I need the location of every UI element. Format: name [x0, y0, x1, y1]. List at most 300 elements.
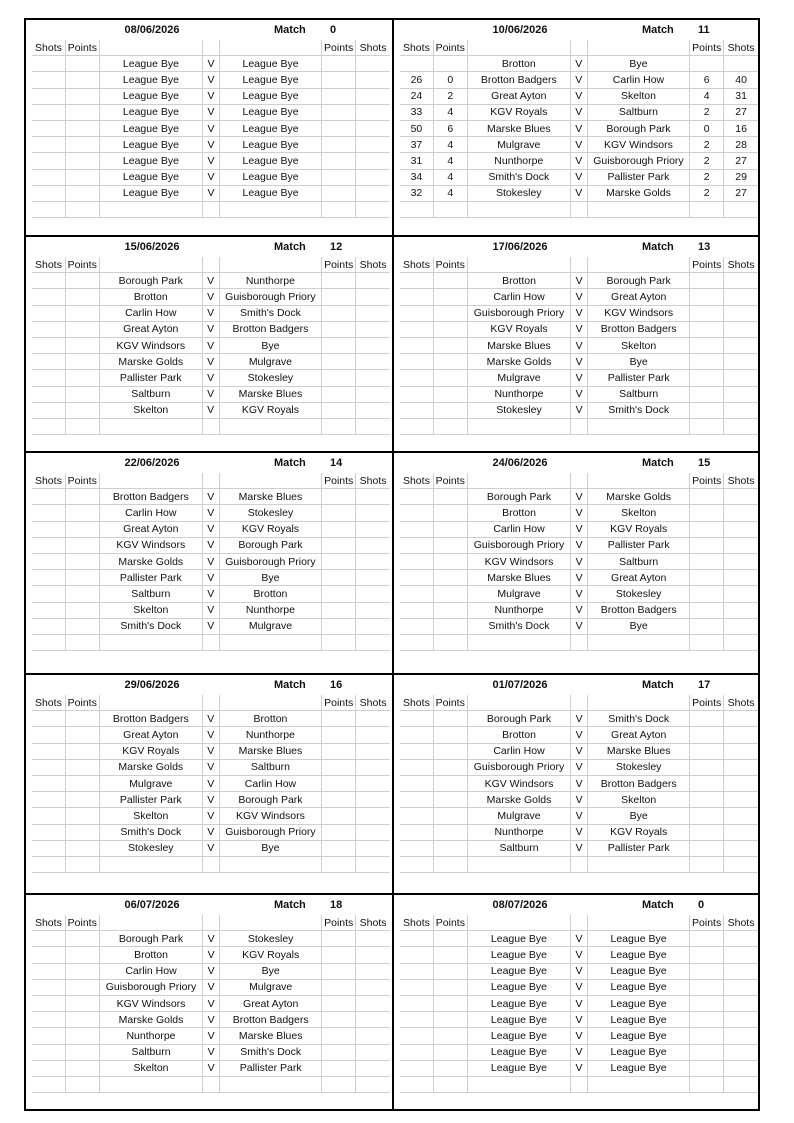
empty-cell: [690, 201, 724, 217]
fixture-panel: [394, 237, 758, 453]
column-header-row: [32, 40, 390, 56]
away-points: [690, 618, 724, 634]
match-date: 17/06/2026: [492, 241, 548, 253]
away-points-header: Points: [322, 473, 356, 489]
home-shots: [32, 602, 65, 618]
empty-cell: [356, 418, 390, 434]
away-shots: [356, 808, 390, 824]
empty-cell: [433, 418, 467, 434]
away-points: [322, 137, 356, 153]
away-points-header: Points: [322, 695, 356, 711]
away-shots: [356, 586, 390, 602]
home-shots: [400, 743, 433, 759]
away-shots: [356, 824, 390, 840]
away-team: KGV Windsors: [219, 808, 322, 824]
versus: V: [203, 169, 220, 185]
away-team: Pallister Park: [588, 537, 690, 553]
home-team-header: [467, 40, 570, 56]
away-points: 2: [690, 185, 724, 201]
home-shots: [400, 979, 433, 995]
home-shots: [400, 1028, 433, 1044]
away-team: Marske Blues: [219, 743, 322, 759]
away-shots: [356, 402, 390, 418]
match-label: Match: [274, 679, 306, 691]
home-team: Carlin How: [99, 963, 203, 979]
away-shots: [356, 354, 390, 370]
home-points: [65, 727, 99, 743]
away-points: [322, 808, 356, 824]
versus: V: [202, 537, 219, 553]
empty-cell: [690, 418, 724, 434]
away-shots: 27: [724, 185, 758, 201]
away-points: [322, 824, 356, 840]
away-points: [322, 570, 356, 586]
home-shots-header: Shots: [32, 915, 65, 931]
away-shots-header: Shots: [724, 257, 758, 273]
home-points: [433, 521, 467, 537]
away-points: [690, 947, 724, 963]
empty-cell: [588, 418, 690, 434]
fixture-row: [400, 537, 758, 553]
home-points: [65, 354, 99, 370]
versus: V: [202, 489, 219, 505]
home-team: Borough Park: [99, 931, 203, 947]
fixture-row: [400, 120, 758, 136]
home-points: [65, 570, 99, 586]
home-points: [65, 153, 99, 169]
away-points: [322, 602, 356, 618]
fixture-row: [400, 840, 758, 856]
fixture-row: [400, 963, 758, 979]
fixture-panel: [394, 675, 758, 891]
away-team: League Bye: [587, 979, 689, 995]
home-team: Pallister Park: [99, 570, 202, 586]
versus: V: [571, 792, 588, 808]
match-number: 0: [698, 899, 705, 911]
home-team: Brotton Badgers: [99, 489, 202, 505]
match-label: Match: [274, 24, 306, 36]
home-team: Carlin How: [99, 305, 202, 321]
away-points: [690, 321, 724, 337]
away-points: [690, 808, 724, 824]
away-points: [322, 321, 356, 337]
home-team: Brotton: [99, 947, 203, 963]
home-shots-header: Shots: [400, 915, 433, 931]
versus: V: [571, 840, 588, 856]
versus: V: [571, 602, 588, 618]
empty-cell: [724, 1076, 758, 1092]
home-team: League Bye: [99, 120, 202, 136]
home-team: Brotton Badgers: [99, 711, 202, 727]
home-shots: [32, 931, 65, 947]
versus: V: [203, 1028, 220, 1044]
home-team: KGV Windsors: [467, 775, 571, 791]
home-points: [433, 1060, 467, 1076]
empty-cell: [219, 418, 322, 434]
panel-header: [394, 675, 758, 695]
home-points: [65, 402, 99, 418]
away-shots: [356, 337, 390, 353]
fixture-row: [400, 354, 758, 370]
away-shots: [356, 840, 390, 856]
versus: V: [571, 808, 588, 824]
away-team: League Bye: [587, 1012, 689, 1028]
fixture-row: [32, 947, 390, 963]
away-points: [690, 402, 724, 418]
home-shots: [32, 185, 65, 201]
home-team: Mulgrave: [99, 775, 202, 791]
away-team: Marske Golds: [588, 489, 690, 505]
away-points: [322, 505, 356, 521]
home-shots: [400, 808, 433, 824]
away-team-header: [588, 473, 690, 489]
home-points: [433, 553, 467, 569]
home-points: [433, 321, 467, 337]
versus: V: [203, 56, 220, 72]
versus: V: [202, 775, 219, 791]
away-shots: [356, 775, 390, 791]
versus: V: [203, 1060, 220, 1076]
home-team: Marske Golds: [467, 792, 571, 808]
home-points: [65, 370, 99, 386]
away-shots: [356, 370, 390, 386]
away-team: Mulgrave: [219, 354, 322, 370]
away-points: [690, 775, 724, 791]
home-points: [65, 1028, 99, 1044]
away-points: [690, 56, 724, 72]
home-shots: [32, 289, 65, 305]
home-shots: [32, 273, 65, 289]
home-points: [433, 586, 467, 602]
fixture-row: [32, 979, 390, 995]
versus: V: [571, 1028, 588, 1044]
home-points: [65, 840, 99, 856]
fixture-row: [400, 153, 758, 169]
away-team: Bye: [588, 354, 690, 370]
away-shots: 28: [724, 137, 758, 153]
home-points: [433, 505, 467, 521]
away-shots: [724, 1012, 758, 1028]
blank-row: [32, 1076, 390, 1092]
away-shots: [724, 840, 758, 856]
fixtures-table: [400, 257, 758, 435]
versus: V: [571, 402, 588, 418]
away-shots-header: Shots: [724, 695, 758, 711]
versus: V: [203, 120, 220, 136]
versus: V: [202, 289, 219, 305]
away-shots: [356, 743, 390, 759]
home-points: [433, 775, 467, 791]
empty-cell: [571, 1076, 588, 1092]
match-date: 01/07/2026: [492, 679, 548, 691]
home-team: Saltburn: [99, 1044, 203, 1060]
home-shots: [32, 618, 65, 634]
home-shots: [32, 104, 65, 120]
home-team-header: [99, 473, 202, 489]
home-team: Great Ayton: [99, 321, 202, 337]
away-shots-header: Shots: [724, 473, 758, 489]
away-team-header: [219, 40, 321, 56]
home-shots: [32, 72, 65, 88]
away-team-header: [587, 40, 690, 56]
home-points-header: Points: [433, 257, 467, 273]
home-points: [65, 1060, 99, 1076]
away-shots: [724, 727, 758, 743]
away-team: Stokesley: [219, 370, 322, 386]
versus: V: [570, 137, 587, 153]
match-date: 08/06/2026: [124, 24, 180, 36]
away-shots: [724, 402, 758, 418]
versus: V: [570, 120, 587, 136]
home-shots: [400, 711, 433, 727]
home-team: KGV Royals: [467, 321, 571, 337]
away-shots: [356, 185, 390, 201]
home-points: [433, 963, 467, 979]
versus: V: [571, 775, 588, 791]
away-shots: [724, 711, 758, 727]
fixture-row: [400, 505, 758, 521]
away-points: [690, 489, 724, 505]
versus: V: [202, 337, 219, 353]
fixture-row: [32, 618, 390, 634]
home-team: Skelton: [99, 402, 202, 418]
away-shots: [356, 727, 390, 743]
home-team: League Bye: [99, 153, 202, 169]
home-team-header: [99, 257, 202, 273]
away-team: Saltburn: [219, 759, 322, 775]
home-shots: [400, 553, 433, 569]
away-points-header: Points: [690, 695, 724, 711]
home-shots: [32, 1060, 65, 1076]
versus: V: [202, 602, 219, 618]
fixture-row: [400, 56, 758, 72]
away-shots: [724, 321, 758, 337]
match-date: 08/07/2026: [492, 899, 548, 911]
versus: V: [571, 618, 588, 634]
fixture-row: [32, 1060, 390, 1076]
home-shots: [32, 570, 65, 586]
home-points: [433, 56, 467, 72]
fixture-panel: [26, 453, 390, 669]
away-team: KGV Royals: [588, 521, 690, 537]
home-shots: [400, 489, 433, 505]
home-shots: [32, 337, 65, 353]
home-shots: [400, 521, 433, 537]
empty-cell: [219, 201, 321, 217]
fixture-sheet: [24, 18, 760, 1111]
home-points: [433, 618, 467, 634]
fixture-row: [32, 1044, 390, 1060]
versus: V: [202, 386, 219, 402]
away-team: Guisborough Priory: [219, 824, 322, 840]
home-shots-header: Shots: [400, 257, 433, 273]
home-shots: [32, 824, 65, 840]
blank-row: [32, 418, 390, 434]
fixture-row: [32, 88, 390, 104]
away-points: [690, 711, 724, 727]
home-shots: [32, 1012, 65, 1028]
home-shots: [400, 1012, 433, 1028]
away-shots: 29: [724, 169, 758, 185]
home-points: [433, 337, 467, 353]
away-team: Saltburn: [588, 386, 690, 402]
away-shots: [724, 537, 758, 553]
versus: V: [571, 337, 588, 353]
versus: V: [203, 979, 220, 995]
match-number: 15: [698, 457, 711, 469]
home-team: Marske Blues: [467, 337, 571, 353]
home-shots: [400, 56, 433, 72]
away-shots: [724, 489, 758, 505]
away-team: Stokesley: [588, 586, 690, 602]
away-shots: [356, 305, 390, 321]
column-header-row: [400, 257, 758, 273]
away-shots: [724, 979, 758, 995]
away-points: [690, 1012, 724, 1028]
away-points: [690, 759, 724, 775]
fixture-row: [32, 153, 390, 169]
home-team: Marske Blues: [467, 120, 570, 136]
away-points: 4: [690, 88, 724, 104]
match-date: 29/06/2026: [124, 679, 180, 691]
home-points: [65, 995, 99, 1011]
away-points: [322, 1044, 356, 1060]
away-shots: [356, 553, 390, 569]
versus: V: [203, 963, 220, 979]
home-shots: [400, 840, 433, 856]
versus: V: [202, 792, 219, 808]
home-team: League Bye: [467, 947, 570, 963]
away-points: [322, 56, 356, 72]
fixture-row: [400, 169, 758, 185]
fixture-row: [32, 824, 390, 840]
away-shots: [724, 386, 758, 402]
home-team: Skelton: [99, 808, 202, 824]
away-shots: [356, 72, 390, 88]
away-team: Smith's Dock: [588, 402, 690, 418]
away-team: KGV Royals: [588, 824, 690, 840]
home-shots: [32, 995, 65, 1011]
away-points: [322, 792, 356, 808]
versus: V: [203, 153, 220, 169]
away-shots: [724, 743, 758, 759]
match-number: 18: [330, 899, 343, 911]
home-team: League Bye: [467, 979, 570, 995]
away-team: Marske Blues: [219, 386, 322, 402]
away-points: 0: [690, 120, 724, 136]
away-team: Mulgrave: [220, 979, 322, 995]
away-shots: [356, 947, 390, 963]
empty-cell: [724, 634, 758, 650]
home-team: Skelton: [99, 1060, 203, 1076]
home-shots: [400, 759, 433, 775]
away-points: [322, 759, 356, 775]
home-shots: 26: [400, 72, 433, 88]
home-shots: [400, 289, 433, 305]
home-points: 4: [433, 169, 467, 185]
match-number: 17: [698, 679, 711, 691]
away-points: [322, 305, 356, 321]
home-team: Guisborough Priory: [467, 759, 571, 775]
away-points: [690, 1028, 724, 1044]
match-number: 14: [330, 457, 343, 469]
versus: V: [202, 586, 219, 602]
home-shots: [32, 354, 65, 370]
home-points: [65, 56, 99, 72]
home-points: [433, 792, 467, 808]
home-shots: [32, 537, 65, 553]
away-points: [322, 120, 356, 136]
home-points: [65, 602, 99, 618]
away-points: [322, 169, 356, 185]
versus-header: [203, 915, 220, 931]
fixture-row: [32, 553, 390, 569]
home-team: KGV Royals: [467, 104, 570, 120]
home-team: Pallister Park: [99, 370, 202, 386]
away-shots: [724, 586, 758, 602]
fixture-row: [32, 185, 390, 201]
home-shots: [400, 618, 433, 634]
away-shots: [356, 169, 390, 185]
away-team: Borough Park: [219, 792, 322, 808]
away-team: Brotton Badgers: [588, 602, 690, 618]
match-label: Match: [274, 457, 306, 469]
away-team: Bye: [219, 840, 322, 856]
versus-header: [203, 40, 220, 56]
home-points: [433, 354, 467, 370]
fixture-row: [400, 305, 758, 321]
away-points-header: Points: [322, 915, 356, 931]
home-shots: 33: [400, 104, 433, 120]
empty-cell: [99, 201, 202, 217]
away-team: KGV Royals: [219, 521, 322, 537]
away-team: Saltburn: [587, 104, 690, 120]
versus: V: [571, 289, 588, 305]
versus: V: [203, 88, 220, 104]
empty-cell: [467, 634, 571, 650]
home-points: [65, 1012, 99, 1028]
versus: V: [202, 321, 219, 337]
away-shots: [356, 711, 390, 727]
away-team: Carlin How: [587, 72, 690, 88]
fixture-row: [400, 370, 758, 386]
blank-row: [32, 634, 390, 650]
home-points: [65, 824, 99, 840]
away-shots: 40: [724, 72, 758, 88]
away-team: Brotton Badgers: [588, 321, 690, 337]
away-points: [322, 489, 356, 505]
home-points: [433, 759, 467, 775]
home-team: Great Ayton: [467, 88, 570, 104]
away-team: Brotton Badgers: [219, 321, 322, 337]
away-points-header: Points: [690, 915, 724, 931]
fixture-row: [32, 1028, 390, 1044]
home-team: Brotton Badgers: [467, 72, 570, 88]
fixture-row: [32, 137, 390, 153]
empty-cell: [322, 1076, 356, 1092]
away-team: Nunthorpe: [219, 273, 322, 289]
versus: V: [202, 840, 219, 856]
away-team: Nunthorpe: [219, 727, 322, 743]
home-team: Brotton: [467, 56, 570, 72]
away-shots-header: Shots: [724, 40, 758, 56]
home-shots: [32, 169, 65, 185]
empty-cell: [99, 856, 202, 872]
versus: V: [570, 169, 587, 185]
home-points: [65, 711, 99, 727]
fixture-row: [32, 586, 390, 602]
away-points: [690, 305, 724, 321]
